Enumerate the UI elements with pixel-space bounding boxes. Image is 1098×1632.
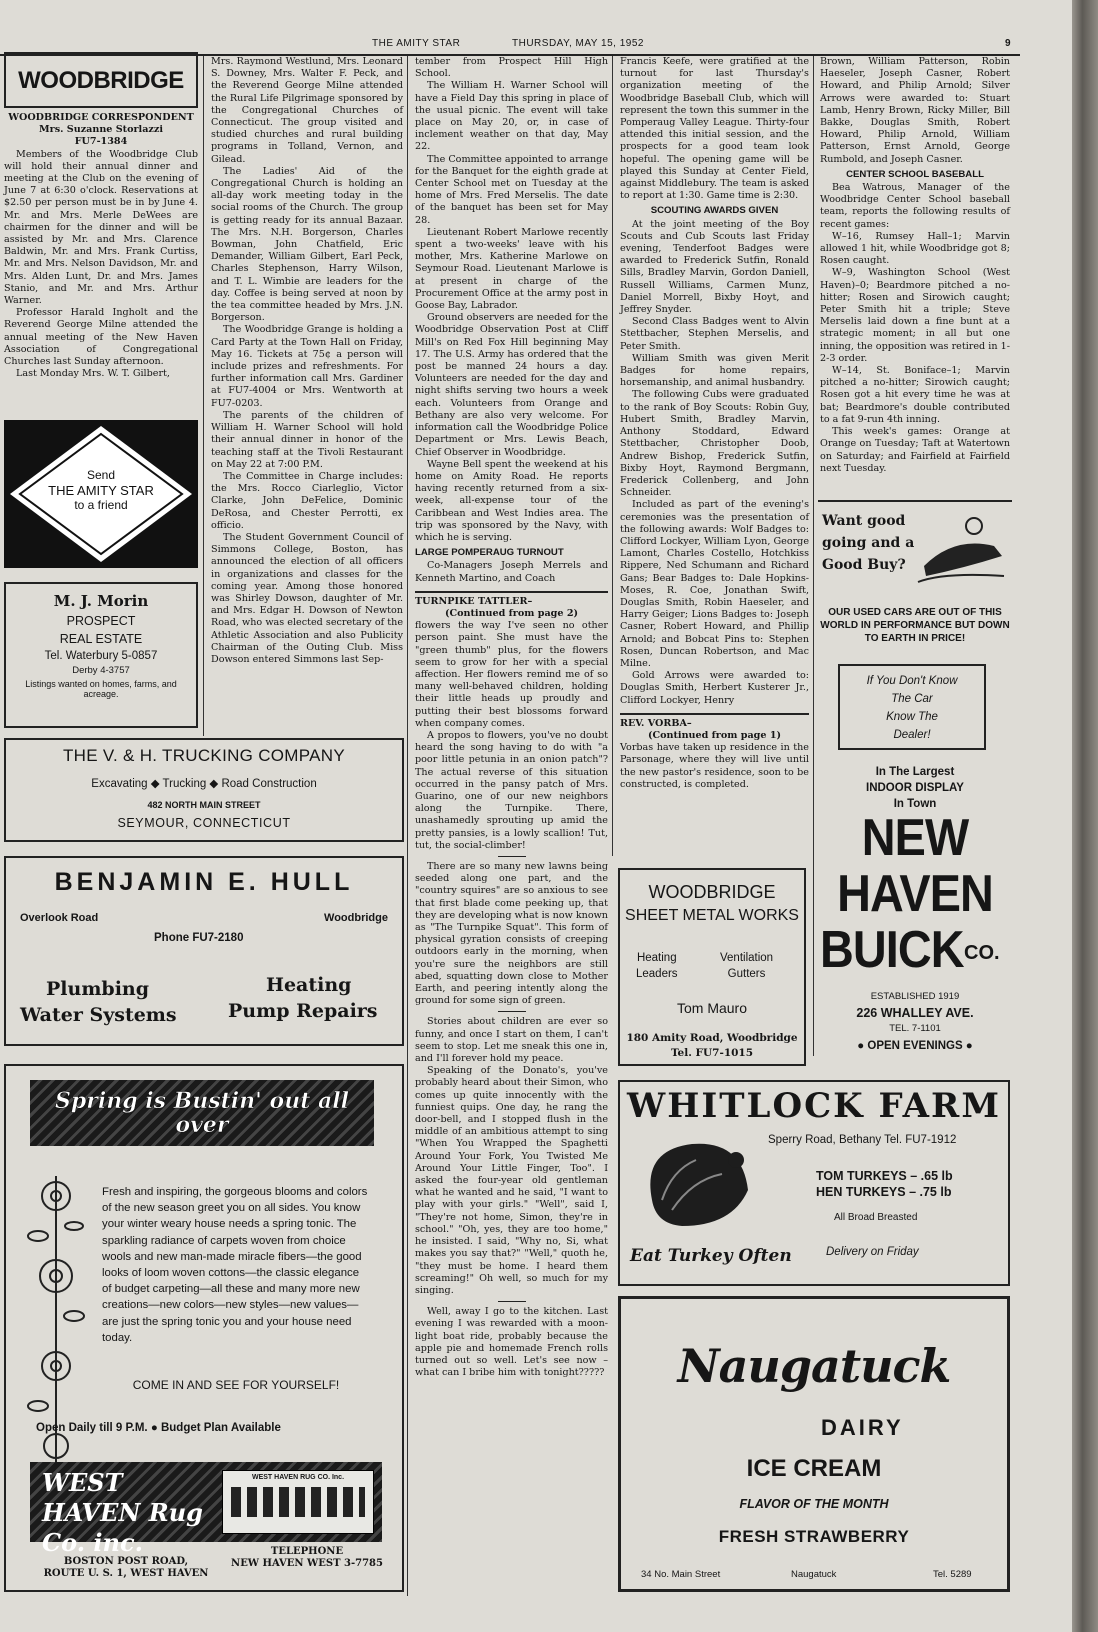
whitlock-price: HEN TURKEYS – .75 lb: [816, 1185, 952, 1199]
trucking-city: SEYMOUR, CONNECTICUT: [117, 816, 291, 830]
buick-slogan: Dealer!: [893, 729, 931, 741]
new-haven-buick-ad: Want good going and a Good Buy? OUR USED CARS ARE OUT OF THIS WORLD IN PERFORMANCE BUT DOWN TO EARTH IN PRICE! If You Don't Know The Car Know The Dealer! In The Largest INDOOR DISPLAY In Town NEW HAVEN BUICK CO. ESTABLISHED 1919 226 WHALLEY AVE. TEL. 7-1101 ● OPEN EVENINGS ●: [818, 500, 1012, 1074]
rug-telephone-label: TELEPHONE: [270, 1546, 344, 1557]
trucking-company-ad: [4, 738, 404, 842]
article-paragraph: The Student Government Council of Simmons College, Boston, has announced the election of all officers in organizations and classes for the coming year. Among those honored was Shirley Dowson, daughter of Mr. and Mrs. Edgar H. Dowson of Newton Road, who was elected secretary of the Athletic Association and also Publicity Chairman of the Outing Club. Miss Dowson entered Simmons last Sep-: [211, 531, 403, 665]
article-paragraph: The Woodbridge Grange is holding a Card Party at the Town Hall on Friday, May 16. Tickets at 75¢ a person will include prizes and refreshments. For further information call Mrs. Gardiner at FU7-4004 or Mrs. Wentworth at FU7-0203.: [211, 324, 403, 409]
tattler-title: TURNPIKE TATTLER–: [415, 595, 533, 607]
article-paragraph: Francis Keefe, were gratified at the turnout for last Thursday's organization meeting of the Woodbridge Baseball Club, which will represent the town this summer in the Pomperaug Valley League. Thirty-four attended this initial session, and the prospects for a good team look hopeful. The opening game will be played this Sunday at Center Field, against Middlebury. The team is asked to report at 1:30. Game time is 2:30.: [620, 56, 809, 202]
article-paragraph: Included as part of the evening's ceremonies was the presentation of the following awards: Wolf Badges to: Clifford Lockyer, William Lyon, George Lamont, Charles Costello, Hotchkiss Rippere, Ned Schumann and Richard Gans; Bear Badges to: Dale Hopkins-Moses, R. Coe, Jonathan Swift, Douglas Smith, Robin Haeseler, and Harry Geiger; Lions Badges to: Joseph Casner, Robert Howard, and Phillip Arnold; and Bobcat Pins to: Stephen Rosen, Duncan Robertson, and Mac Milne.: [620, 499, 809, 669]
buick-slogan: Know The: [886, 711, 938, 723]
buick-slogan: The Car: [891, 693, 933, 705]
article-paragraph: Co-Managers Joseph Merrels and Kenneth Martino, and Coach: [415, 560, 608, 584]
star-line: THE AMITY STAR: [48, 483, 154, 498]
article-paragraph: Wayne Bell spent the weekend at his home on Amity Road. He reports having recently returned from a six-week, all-expense tour of the Caribbean and West Indies area. The trip was sponsored by the Navy, with which he is serving.: [415, 458, 608, 543]
car-cartoon: [914, 506, 1010, 586]
correspondent-name: Mrs. Suzanne Storlazzi: [39, 124, 163, 136]
banner-text: Spring is Bustin' out all over: [54, 1088, 349, 1138]
sheetmetal-owner: Tom Mauro: [676, 1000, 748, 1016]
buick-co: CO.: [964, 942, 1000, 964]
rug-logo: WEST HAVEN Rug Co. inc.: [42, 1468, 203, 1557]
article-paragraph: The Committee appointed to arrange for the Banquet for the eighth grade at Center School met on Tuesday at the home of Mrs. Fred Merselis. The date of the banquet has been set for May 28.: [415, 153, 608, 226]
tattler-paragraph: There are so many new lawns being seeded along one part, and the "country squires" are so anxious to see that first blade come peeking up, that they are developing what is now known as "The Turnpike Squat". This form of physical gyration consists of creeping outdoors early in the morning, when you're sure the neighbors are still abed, squatting down close to Mother Earth, and peering intently along the ground for some sign of green.: [415, 861, 608, 1007]
dairy-town: Naugatuck: [791, 1569, 837, 1580]
trucking-services: Excavating ◆ Trucking ◆ Road Construction: [91, 778, 317, 790]
morin-phone-2: Derby 4-3757: [72, 665, 130, 676]
spring-banner: [30, 1080, 374, 1146]
buick-question: Want good: [822, 513, 906, 529]
article-paragraph: Last Monday Mrs. W. T. Gilbert,: [16, 368, 170, 380]
buick-tagline: OUR USED CARS ARE OUT OF THIS WORLD IN PERFORMANCE BUT DOWN TO EARTH IN PRICE!: [820, 607, 1010, 644]
buick-name: BUICK: [820, 921, 964, 979]
morin-phone: Tel. Waterbury 5-0857: [44, 650, 158, 662]
page-number: 9: [1005, 38, 1012, 49]
tattler-continued: (Continued from page 2): [444, 607, 579, 619]
article-paragraph: William Smith was given Merit Badges for home repairs, horsemanship, and animal husbandry.: [620, 352, 809, 389]
hull-plumbing-ad: [4, 856, 404, 1046]
article-heading: CENTER SCHOOL BASEBALL: [846, 168, 984, 180]
buick-name: NEW: [861, 809, 969, 867]
article-paragraph: The William H. Warner School will have a Field Day this spring in place of the usual picnic. The event will take place on May 20, or, in case of inclement weather on that day, May 22.: [415, 80, 608, 153]
sheetmetal-service: Leaders: [636, 968, 678, 980]
sheetmetal-service: Ventilation: [720, 952, 774, 964]
send-a-friend-ad: [4, 420, 198, 568]
west-haven-rug-ad: [4, 1064, 404, 1592]
morin-listings: Listings wanted on homes, farms, and acreage.: [25, 679, 177, 699]
sheetmetal-line: SHEET METAL WORKS: [625, 907, 799, 924]
dairy-flavor: FRESH STRAWBERRY: [718, 1527, 910, 1546]
hull-road: Overlook Road: [20, 912, 99, 924]
tattler-paragraph: Well, away I go to the kitchen. Last evening I was rewarded with a moon-light boat ride, probably because the apple pie and homemade French rolls turned out so well. Let's see now – what can I bribe him with tonight?????: [415, 1306, 608, 1379]
sheet-metal-works-ad: [618, 868, 806, 1066]
rug-telephone: NEW HAVEN WEST 3-7785: [231, 1558, 383, 1569]
article-paragraph: This week's games: Orange at Orange on Tuesday; Taft at Watertown on Saturday; and Fairfield at Fairfield next Tuesday.: [820, 426, 1010, 474]
buick-display: INDOOR DISPLAY: [866, 782, 964, 794]
friend-line: to a friend: [74, 498, 128, 512]
paper-name: THE AMITY STAR: [372, 38, 461, 49]
trucking-address: 482 NORTH MAIN STREET: [147, 800, 261, 810]
vorba-continued: (Continued from page 1): [647, 729, 782, 741]
woodbridge-column: [4, 112, 198, 380]
whitlock-price: TOM TURKEYS – .65 lb: [816, 1169, 953, 1183]
binding-spine: [1072, 0, 1098, 1632]
column-4: [620, 56, 809, 791]
rug-body-text: Fresh and inspiring, the gorgeous blooms and colors of the new season greet you on all sides. You know your winter weary house needs a spring tonic. The sparkling radiance of carpets woven from choice wools and new man-made miracle fibers—the good looks of loom woven cottons—the classic elegance of budget carpeting—all these and many more new creations—new colors—new styles—new values—are just the spring tonic you and your house need today.: [102, 1186, 368, 1344]
dairy-label: DAIRY: [821, 1415, 904, 1440]
buick-display: In Town: [893, 798, 937, 810]
hull-service: Water Systems: [20, 1004, 177, 1026]
buick-phone: TEL. 7-1101: [889, 1023, 941, 1034]
whitlock-address: Sperry Road, Bethany Tel. FU7-1912: [768, 1134, 957, 1146]
dairy-flavor-label: FLAVOR OF THE MONTH: [739, 1497, 889, 1511]
morin-name: M. J. Morin: [53, 592, 149, 610]
correspondent-label: WOODBRIDGE CORRESPONDENT: [8, 112, 194, 123]
woodbridge-heading-box: [4, 52, 198, 108]
store-illustration: [222, 1470, 374, 1534]
article-paragraph: W–9, Washington School (West Haven)–0; Beardmore pitched a no-hitter; Rosen and Sirowich caught; Peter Smith hit a triple; Steve Merselis laid down a fine bunt at a strategic moment; in all but one inning, the opposition was retired in 1-2-3 order.: [820, 267, 1010, 364]
article-heading: SCOUTING AWARDS GIVEN: [650, 205, 779, 217]
article-paragraph: The following Cubs were graduated to the rank of Boy Scouts: Robin Guy, Hubert Smith, Bradley Marvin, Anthony Stoddard, Edward Stettbacher, Christopher Doob, Andrew Bishop, Frederick Sutfin, Bixby Hoyt, Raymond Bergmann, Frederick Collenberg, and John Schneider.: [620, 389, 809, 499]
column-2: [211, 56, 403, 666]
turkey-illustration: [632, 1130, 762, 1240]
rug-hours: Open Daily till 9 P.M. ● Budget Plan Available: [36, 1422, 281, 1434]
article-paragraph: Lieutenant Robert Marlowe recently spent a two-weeks' leave with his mother, Mrs. Katherine Marlowe on Seymour Road. Lieutenant Marlowe is at present in charge of the Procurement Office at the army post in Goose Bay, Labrador.: [415, 226, 608, 312]
buick-display: In The Largest: [875, 766, 955, 778]
tattler-paragraph: Speaking of the Donato's, you've probably heard about their Simon, who comes up quite innocently with the funniest quips. One day, he rang the door-bell, and I stopped flush in the middle of an ambitious attempt to sing "When You Wrapped the Spaghetti Around Your Fork, You Twisted Me Around Your Little Finger, Too". I asked the four-year old gentleman what he wanted and he said, "I want to play with your girls." "Well", said I, "They're not home, Simon, they're in school." "Oh, yes, they are too home," he insisted. I said, "Why no, Si, what makes you say that?" "Well," quoth he, "they must be home. I heard them screaming!" Oh well, so much for my singing.: [415, 1065, 608, 1296]
morin-line: REAL ESTATE: [59, 632, 143, 646]
column-3: [415, 56, 608, 1379]
article-paragraph: Vorbas have taken up residence in the Parsonage, where they will live until the new pastor's residence, soon to be constructed, is completed.: [620, 742, 809, 790]
issue-date: THURSDAY, MAY 15, 1952: [512, 38, 644, 49]
buick-name: HAVEN: [837, 865, 993, 923]
hull-town: Woodbridge: [324, 912, 388, 924]
hull-name: BENJAMIN E. HULL: [54, 868, 354, 896]
hull-service: Plumbing: [46, 978, 150, 1000]
whitlock-slogan: Eat Turkey Often: [630, 1246, 792, 1266]
rug-address: ROUTE U. S. 1, WEST HAVEN: [43, 1568, 209, 1579]
article-paragraph: Professor Harald Ingholt and the Reverend George Milne attended the annual meeting of the New Haven Association of Congregational Churches last Sunday afternoon.: [4, 307, 198, 368]
buick-address: 226 WHALLEY AVE.: [856, 1006, 974, 1020]
column-5: [820, 56, 1010, 475]
whitlock-name: WHITLOCK FARM: [627, 1086, 1001, 1126]
sheetmetal-service: Gutters: [727, 968, 766, 980]
dairy-phone: Tel. 5289: [933, 1569, 972, 1580]
whitlock-breed: All Broad Breasted: [834, 1212, 918, 1223]
dairy-product: ICE CREAM: [746, 1455, 882, 1482]
whitlock-delivery: Delivery on Friday: [826, 1246, 919, 1258]
article-paragraph: The parents of the children of William H. Warner School will hold their annual dinner in honor of the teaching staff at the Tivoli Restaurant on May 22 at 7:00 P.M.: [211, 409, 403, 470]
article-paragraph: Second Class Badges went to Alvin Stettbacher, Stephen Merselis, and Peter Smith.: [620, 316, 809, 352]
whitlock-farm-ad: [618, 1080, 1010, 1286]
article-paragraph: tember from Prospect Hill High School.: [415, 56, 608, 80]
article-paragraph: Ground observers are needed for the Woodbridge Observation Post at Cliff Mill's on Red Fox Hill beginning May 17. The U.S. Army has ordered that the post be manned 24 hours a day. Volunteers are needed for the day and night shifts serving two hours a week each. Volunteers from Orange and Bethany are also very welcome. For information call the Woodbridge Police Department or Mrs. Lewis Beach, Chief Observer in Woodbridge.: [415, 312, 608, 458]
hull-service: Pump Repairs: [228, 1000, 378, 1022]
article-paragraph: The Ladies' Aid of the Congregational Church is holding an all-day work meeting today in the social rooms of the Church. The group is getting ready for its annual Bazaar. The Mrs. N.H. Borgerson, Charles Bowman, John Chatfield, Eric Demander, William Gilbert, Earl Peck, Charles Stephenson, Harry Wilson, and T. L. Wimbie are leaders for the day. Coffee is being served at noon by the tea committee headed by Mrs. J.N. Borgerson.: [211, 165, 403, 324]
buick-question: Good Buy?: [822, 557, 906, 573]
rug-address: BOSTON POST ROAD,: [63, 1556, 189, 1567]
correspondent-phone: FU7-1384: [74, 136, 128, 148]
article-paragraph: At the joint meeting of the Boy Scouts and Cub Scouts last Friday evening, Tenderfoot Badges were awarded to Frederick Sutfin, Ronald Sills, Bradley Marvin, Gordon Daniell, Russell Williams, Carmen Munz, Daniel Morrell, Bixby Hoyt, and Jeffrey Snyder.: [620, 218, 809, 316]
buick-slogan: If You Don't Know: [866, 675, 958, 687]
section-title: WOODBRIDGE: [18, 67, 184, 94]
article-paragraph: The Committee in Charge includes: the Mrs. Rocco Ciarleglio, Victor Clarke, John DeFelice, Dominic DeRosa, and Chester Perrotti, ex officio.: [211, 470, 403, 531]
article-heading: LARGE POMPERAUG TURNOUT: [415, 547, 564, 559]
rug-come-in: COME IN AND SEE FOR YOURSELF!: [132, 1378, 340, 1392]
article-paragraph: W–16, Rumsey Hall–1; Marvin allowed 1 hit, while Woodbridge got 8; Rosen caught.: [820, 230, 1010, 267]
sheetmetal-line: WOODBRIDGE: [648, 882, 776, 902]
article-paragraph: Brown, William Patterson, Robin Haeseler, Joseph Casner, Robert Howard, and Philip Arnold; Silver Arrows were awarded to: Stuart Lamb, Henry Brown, Ricky Miller, Bill Bakke, Douglas Smith, Robert Howard, Philip Arnold, William Patterson, Ernst Arnold, George Rumbold, and Joseph Casner.: [820, 56, 1010, 165]
article-paragraph: Mrs. Raymond Westlund, Mrs. Leonard S. Downey, Mrs. Walter F. Peck, and the Reverend George Milne attended the Rural Life Pilgrimage sponsored by the Congregational Churches of Connecticut. The group visited and studied churches and rural building programs in Tolland, Vernon, and Gilead.: [211, 56, 403, 165]
morin-line: PROSPECT: [66, 614, 136, 628]
dairy-address: 34 No. Main Street: [641, 1569, 721, 1580]
buick-hours: OPEN EVENINGS: [867, 1040, 963, 1052]
sheetmetal-phone: Tel. FU7-1015: [670, 1047, 754, 1059]
article-paragraph: Members of the Woodbridge Club will hold their annual dinner and meeting at the Club on the evening of June 7 at 6:30 o'clock. Reservations at $2.50 per person must be in by June 4. Mr. and Mrs. Merle DeWees are chairmen for the dinner and will be assisted by Mr. and Mrs. Clarence Baldwin, Mr. and Mrs. Frank Curtiss, Mr. and Mrs. Nelson Davidson, Mr. and Mrs. Alden Lunt, Dr. and Mrs. James Stanio, and Mr. and Mrs. Arthur Warner.: [4, 148, 198, 307]
naugatuck-dairy-ad: [618, 1296, 1010, 1592]
buick-established: ESTABLISHED 1919: [870, 991, 960, 1002]
send-line: Send: [86, 468, 116, 482]
vorba-title: REV. VORBA–: [620, 717, 692, 729]
morin-real-estate-ad: [4, 582, 198, 728]
tattler-paragraph: flowers the way I've seen no other person paint. She must have the "green thumb" plus, for the flowers seem to grow for her with a special affection. Her flowers remind me of so many well-behaved children, holding their little heads up proudly and putting their best blossoms forward when company comes.: [415, 620, 608, 729]
article-paragraph: Gold Arrows were awarded to: Douglas Smith, Herbert Kusterer Jr., Clifford Lockyer, Henry: [620, 670, 809, 706]
tattler-paragraph: Stories about children are ever so funny, and once I start on them, I can't seem to stop. Let me sneak this one in, and I'll forever hold my peace.: [415, 1016, 608, 1065]
hull-phone: Phone FU7-2180: [154, 932, 244, 944]
sheetmetal-address: 180 Amity Road, Woodbridge: [626, 1032, 798, 1044]
article-paragraph: W–14, St. Boniface–1; Marvin pitched a no-hitter; Sirowich caught; Rosen got a hit every time he was at bat; Beardmore's double contributed to a fat 9-run 4th inning.: [820, 365, 1010, 425]
article-paragraph: Bea Watrous, Manager of the Woodbridge Center School baseball team, reports the following results of recent games:: [820, 182, 1010, 230]
hull-service: Heating: [266, 974, 352, 996]
dairy-script-logo: Naugatuck: [677, 1339, 951, 1393]
buick-question: going and a: [822, 535, 915, 551]
store-sign: WEST HAVEN RUG CO. Inc.: [251, 1474, 345, 1481]
tattler-paragraph: A propos to flowers, you've no doubt heard the song having to do with "a poor little petunia in an onion patch"? The actual reverse of this situation occurred in the pansy patch of Mrs. Guarino, one of our new neighbors along the Turnpike. There, unashamedly sprouting up amid the pretty pansies, is a lowly scallion! Tut, tut, the social-climber!: [415, 729, 608, 851]
sheetmetal-service: Heating: [636, 952, 677, 964]
trucking-name: THE V. & H. TRUCKING COMPANY: [62, 746, 346, 765]
